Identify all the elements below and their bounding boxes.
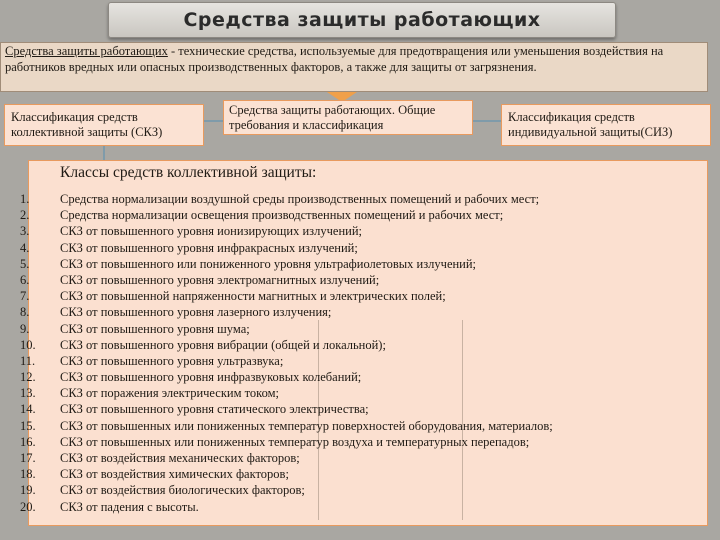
list-item-text: СКЗ от повышенной напряженности магнитных и электрических полей;: [60, 289, 446, 304]
list-item: [20, 482, 553, 498]
list-item: [20, 353, 553, 369]
list-item-text: СКЗ от повышенного уровня инфракрасных излучений;: [60, 240, 358, 255]
list-item-number: 12.: [20, 370, 36, 385]
list-item: [20, 207, 553, 223]
list-item-number: 5.: [20, 256, 30, 271]
list-item: [20, 191, 553, 207]
list-item: [20, 466, 553, 482]
definition-term: Средства защиты работающих: [5, 44, 168, 58]
list-item: [20, 401, 553, 417]
connector-line: [103, 146, 105, 160]
connector-line: [204, 120, 223, 122]
list-item-text: СКЗ от падения с высоты.: [60, 499, 199, 514]
list-item: [20, 256, 553, 272]
siz-classification-label: Классификация средств индивидуальной защиты(СИЗ): [508, 110, 673, 139]
connector-line: [473, 120, 501, 122]
list-item-text: СКЗ от повышенного или пониженного уровня ультрафиолетовых излучений;: [60, 256, 477, 271]
list-item-text: СКЗ от воздействия химических факторов;: [60, 467, 289, 482]
list-item-text: СКЗ от повышенного уровня ультразвука;: [60, 353, 284, 368]
list-item-text: СКЗ от повышенного уровня статического электричества;: [60, 402, 369, 417]
list-item-number: 18.: [20, 467, 36, 482]
list-item-number: 11.: [20, 353, 36, 368]
list-item: [20, 304, 553, 320]
list-item-text: СКЗ от воздействия биологических факторов;: [60, 483, 305, 498]
list-item-text: СКЗ от повышенного уровня ионизирующих излучений;: [60, 224, 362, 239]
list-item-text: СКЗ от повышенного уровня лазерного излучения;: [60, 305, 332, 320]
list-item: [20, 223, 553, 239]
list-item: [20, 418, 553, 434]
list-item-text: СКЗ от повышенных или пониженных температур воздуха и температурных перепадов;: [60, 434, 530, 449]
slide-title-bar: [108, 2, 616, 38]
list-item-text: СКЗ от воздействия механических факторов;: [60, 451, 300, 465]
list-item: [20, 240, 553, 256]
skz-classes-list: [20, 191, 553, 515]
general-requirements-box: [223, 100, 473, 135]
list-item: [20, 434, 553, 450]
general-requirements-label: Средства защиты работающих. Общие требования и классификация: [229, 103, 436, 132]
list-item: [20, 272, 553, 288]
definition-panel: [0, 42, 708, 92]
list-item-number: 8.: [20, 305, 30, 320]
list-item: [20, 321, 553, 337]
list-item-number: 7.: [20, 289, 30, 304]
list-item-number: 15.: [20, 418, 36, 433]
list-item-number: 2.: [20, 208, 30, 223]
list-item-number: 16.: [20, 434, 36, 449]
list-item-text: СКЗ от повышенного уровня инфразвуковых колебаний;: [60, 370, 362, 385]
list-item-number: 4.: [20, 240, 30, 255]
list-item-number: 20.: [20, 499, 36, 514]
list-item: [20, 288, 553, 304]
list-item-text: СКЗ от поражения электрическим током;: [60, 386, 280, 401]
siz-classification-box: [501, 104, 711, 146]
list-item-number: 6.: [20, 272, 30, 287]
slide-title: Средства защиты работающих: [183, 9, 541, 31]
skz-classification-box: [4, 104, 204, 146]
list-item: [20, 499, 553, 515]
skz-classes-heading: Классы средств коллективной защиты:: [60, 164, 317, 181]
list-item: [20, 385, 553, 401]
list-item-text: Средства нормализации воздушной среды производственных помещений и рабочих мест;: [60, 192, 540, 206]
list-item-text: Средства нормализации освещения производственных помещений и рабочих мест;: [60, 208, 504, 223]
definition-text: - технические средства, используемые для предотвращения или уменьшения воздействия на работников вредных или опасных производственных факторов, а также для защиты от загрязнения.: [5, 44, 664, 74]
list-item-text: СКЗ от повышенных или пониженных температур поверхностей оборудования, материалов;: [60, 418, 553, 433]
list-item-text: СКЗ от повышенного уровня вибрации (общей и локальной);: [60, 337, 386, 352]
list-item-text: СКЗ от повышенного уровня шума;: [60, 321, 250, 336]
list-item-text: СКЗ от повышенного уровня электромагнитных излучений;: [60, 272, 380, 287]
list-item: [20, 369, 553, 385]
list-item-number: 19.: [20, 483, 36, 498]
list-item: [20, 450, 553, 466]
list-item-number: 17.: [20, 451, 36, 465]
list-item-number: 1.: [20, 192, 30, 206]
list-item-number: 13.: [20, 386, 36, 401]
list-item-number: 9.: [20, 321, 30, 336]
skz-classification-label: Классификация средств коллективной защиты (СКЗ): [11, 110, 163, 139]
list-item-number: 3.: [20, 224, 30, 239]
list-item-number: 14.: [20, 402, 36, 417]
list-item: [20, 337, 553, 353]
list-item-number: 10.: [20, 337, 36, 352]
